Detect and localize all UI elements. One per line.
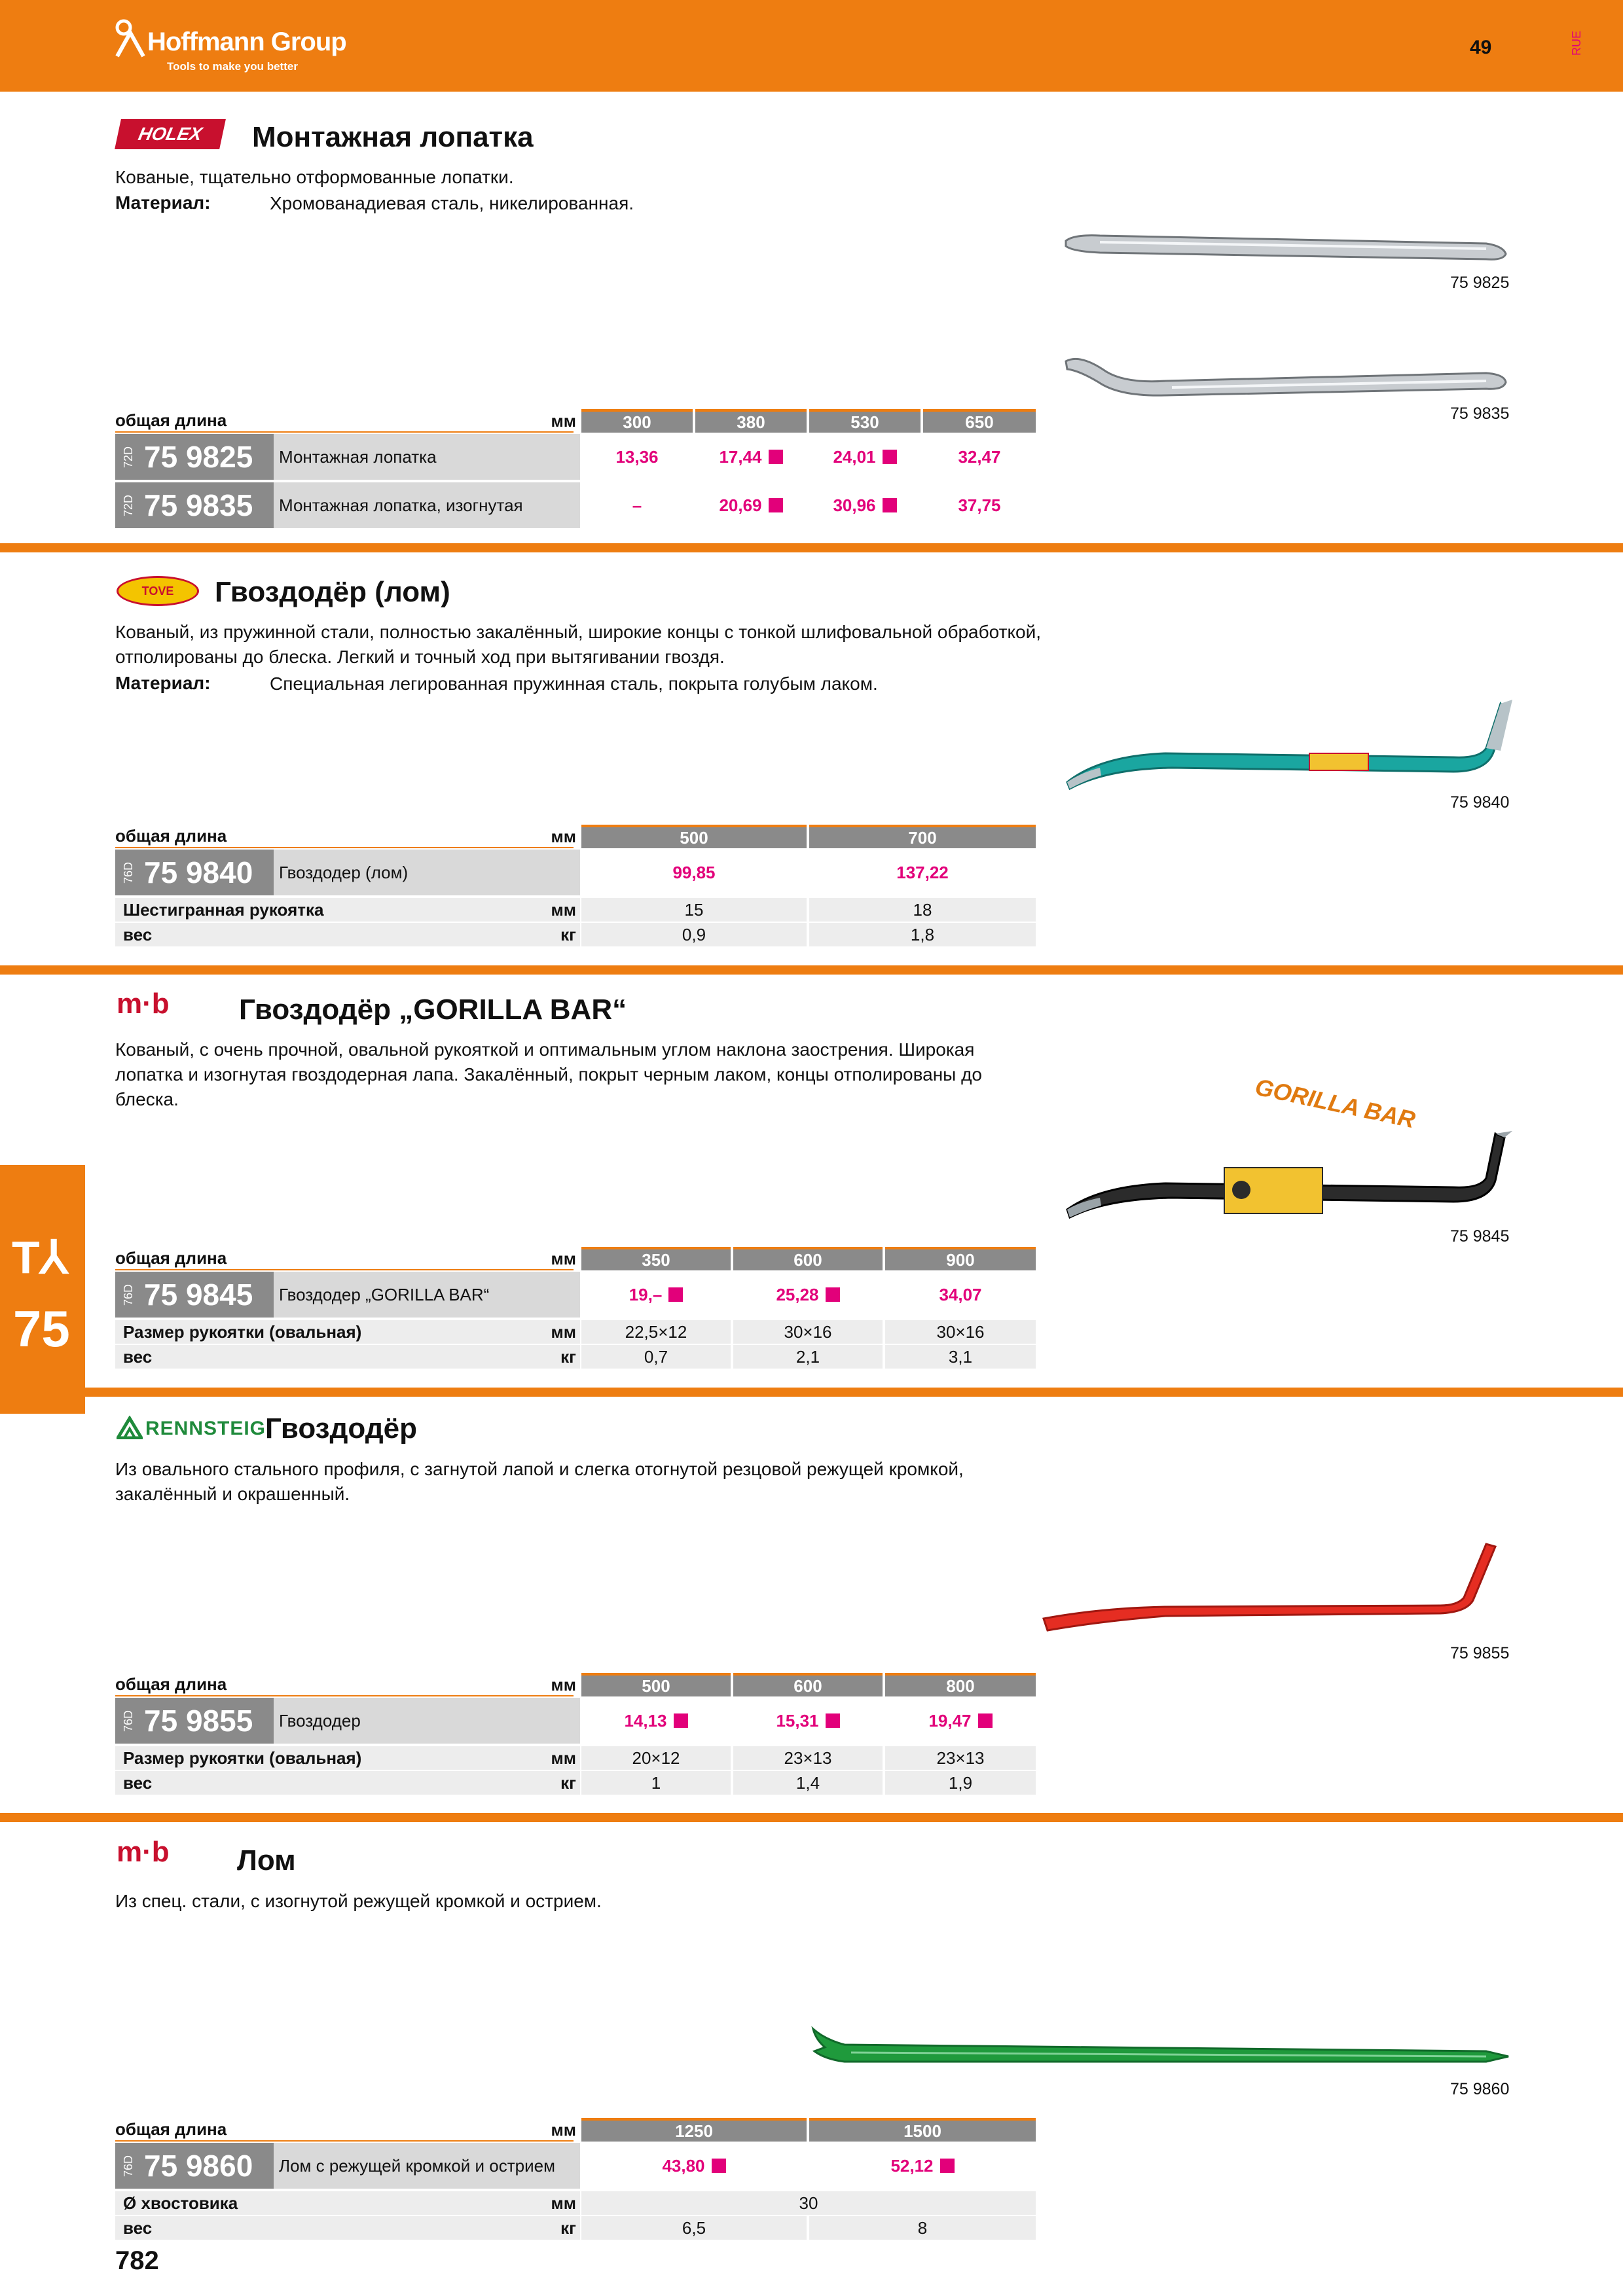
section-title: Монтажная лопатка <box>252 121 534 153</box>
article-number: 75 9860 <box>144 2149 253 2183</box>
group-code: 72D <box>122 446 136 468</box>
spec-value: 23×13 <box>885 1746 1036 1770</box>
price-cell: 37,75 <box>958 495 1001 515</box>
material-value: Хромованадиевая сталь, никелированная. <box>270 193 634 213</box>
price-cell: 52,12 <box>809 2143 1036 2189</box>
product-name: Гвоздодер <box>274 1698 580 1744</box>
table-header-unit: мм <box>551 1248 576 1268</box>
net-price-marker <box>712 2159 726 2173</box>
spec-value: 15 <box>581 898 807 922</box>
product-image-tire-lever-bent <box>1061 347 1512 399</box>
image-ref: 75 9825 <box>1450 274 1510 292</box>
section-title: Гвоздодёр „GORILLA BAR“ <box>239 994 627 1026</box>
spec-value: 30×16 <box>733 1320 883 1344</box>
spec-unit: мм <box>551 1748 576 1768</box>
table-column-header: 300 <box>581 409 693 433</box>
price-cell: 20,69 <box>695 482 807 528</box>
price-cell: 19,47 <box>885 1698 1036 1744</box>
table-header-label: общая длина <box>115 2118 574 2142</box>
spec-label: Шестигранная рукоятка <box>115 898 580 922</box>
brand-logo-mob: m·b <box>117 1836 170 1868</box>
section-title: Гвоздодёр (лом) <box>215 576 450 608</box>
product-name: Монтажная лопатка <box>274 434 580 480</box>
price-cell: 19,– <box>581 1272 731 1318</box>
section-divider <box>0 543 1623 552</box>
table-column-header: 500 <box>581 825 807 848</box>
spec-value: 2,1 <box>733 1345 883 1369</box>
group-code: 72D <box>122 494 136 516</box>
section-divider <box>0 965 1623 975</box>
table-column-header: 1250 <box>581 2118 807 2142</box>
table-header-label: общая длина <box>115 409 574 433</box>
product-image-crowbar-red <box>1034 1535 1519 1640</box>
spec-value: 6,5 <box>581 2216 807 2240</box>
price-cell: 24,01 <box>809 434 921 480</box>
article-number: 75 9835 <box>144 488 253 522</box>
net-price-marker <box>674 1713 688 1728</box>
spec-label: Размер рукоятки (овальная) <box>115 1320 580 1344</box>
price-cell: 34,07 <box>939 1284 982 1304</box>
spec-value: 1,4 <box>733 1771 883 1795</box>
brand-logo-mob: m·b <box>117 988 170 1020</box>
table-column-header: 600 <box>733 1247 883 1270</box>
spec-unit: мм <box>551 1321 576 1342</box>
net-price-marker <box>826 1713 840 1728</box>
image-ref: 75 9855 <box>1450 1644 1510 1662</box>
spec-value: 3,1 <box>885 1345 1036 1369</box>
spec-value: 30 <box>581 2191 1036 2215</box>
price-cell: 137,22 <box>896 862 949 882</box>
price-cell: 32,47 <box>958 446 1001 467</box>
net-price-marker <box>883 498 897 512</box>
product-name: Гвоздодер „GORILLA BAR“ <box>274 1272 580 1318</box>
spec-unit: мм <box>551 899 576 920</box>
net-price-marker <box>826 1287 840 1302</box>
hoffmann-logo-icon <box>115 18 147 58</box>
image-ref: 75 9840 <box>1450 793 1510 812</box>
material-label: Материал: <box>115 192 211 213</box>
spec-unit: кг <box>560 1346 576 1367</box>
chapter-number: 75 <box>13 1300 70 1357</box>
table-column-header: 600 <box>733 1673 883 1696</box>
net-price-marker <box>940 2159 955 2173</box>
table-column-header: 350 <box>581 1247 731 1270</box>
group-code: 76D <box>122 2155 136 2177</box>
pliers-icon: T⅄ <box>12 1232 68 1283</box>
group-code: 76D <box>122 861 136 884</box>
table-column-header: 900 <box>885 1247 1036 1270</box>
product-image-tire-lever <box>1061 229 1512 268</box>
price-cell: 14,13 <box>581 1698 731 1744</box>
section-title: Лом <box>237 1844 296 1876</box>
spec-label: вес <box>115 1771 580 1795</box>
table-column-header: 650 <box>923 409 1036 433</box>
spec-label: вес <box>115 923 580 946</box>
net-price-marker <box>769 450 783 464</box>
brand-tagline: Tools to make you better <box>167 60 298 73</box>
price-cell: 17,44 <box>695 434 807 480</box>
price-cell: – <box>632 495 642 515</box>
table-header-unit: мм <box>551 826 576 846</box>
rennsteig-logo-icon <box>117 1416 143 1439</box>
spec-value: 30×16 <box>885 1320 1036 1344</box>
product-image-crowbar-green <box>805 2022 1519 2075</box>
spec-label: Размер рукоятки (овальная) <box>115 1746 580 1770</box>
article-number: 75 9845 <box>144 1278 253 1312</box>
price-cell: 99,85 <box>672 862 716 882</box>
product-image-crowbar-blue <box>1061 691 1519 795</box>
net-price-marker <box>769 498 783 512</box>
table-header-unit: мм <box>551 2119 576 2140</box>
gorilla-bar-logo: GORILLA BAR <box>1252 1073 1418 1134</box>
table-header-label: общая длина <box>115 1247 574 1270</box>
section-description: Из овального стального профиля, с загнутой лапой и слегка отогнутой резцовой режущей кромкой, закалённый и окрашенный. <box>115 1459 964 1504</box>
section-title: Гвоздодёр <box>265 1412 417 1444</box>
table-column-header: 1500 <box>809 2118 1036 2142</box>
price-cell: 13,36 <box>615 446 659 467</box>
product-name: Монтажная лопатка, изогнутая <box>274 482 580 528</box>
image-ref: 75 9845 <box>1450 1227 1510 1246</box>
section-description: Кованый, из пружинной стали, полностью закалённый, широкие концы с тонкой шлифовальной обработкой, отполированы до блеска. Легкий и точный ход при вытягивании гвоздя. <box>115 622 1041 667</box>
spec-unit: кг <box>560 924 576 944</box>
product-image-gorilla-bar <box>1061 1126 1519 1230</box>
material-value: Специальная легированная пружинная сталь, покрыта голубым лаком. <box>270 673 878 694</box>
spec-value: 0,7 <box>581 1345 731 1369</box>
price-cell: 43,80 <box>581 2143 807 2189</box>
price-cell: 25,28 <box>733 1272 883 1318</box>
table-column-header: 380 <box>695 409 807 433</box>
table-header-label: общая длина <box>115 825 574 848</box>
spec-value: 1,8 <box>809 923 1036 946</box>
spec-label: Ø хвостовика <box>115 2191 580 2215</box>
spec-value: 1,9 <box>885 1771 1036 1795</box>
article-number: 75 9825 <box>144 440 253 474</box>
chapter-tab <box>0 1165 85 1414</box>
price-cell: 15,31 <box>733 1698 883 1744</box>
spec-label: вес <box>115 2216 580 2240</box>
brand-logo-holex: HOLEX <box>115 119 226 149</box>
spec-value: 0,9 <box>581 923 807 946</box>
section-divider <box>0 1813 1623 1822</box>
image-ref: 75 9835 <box>1450 404 1510 423</box>
spec-unit: кг <box>560 2217 576 2238</box>
spec-value: 23×13 <box>733 1746 883 1770</box>
table-header-unit: мм <box>551 1674 576 1695</box>
spec-unit: кг <box>560 1772 576 1793</box>
group-code: 76D <box>122 1710 136 1732</box>
brand-name: Hoffmann Group <box>147 27 346 56</box>
section-description: Кованые, тщательно отформованные лопатки. <box>115 167 514 187</box>
table-column-header: 700 <box>809 825 1036 848</box>
net-price-marker <box>883 450 897 464</box>
spec-value: 20×12 <box>581 1746 731 1770</box>
brand-logo-tove: TOVE <box>117 576 199 606</box>
table-header-unit: мм <box>551 410 576 431</box>
brand-logo-rennsteig: RENNSTEIG <box>145 1418 266 1439</box>
material-label: Материал: <box>115 673 211 693</box>
article-number: 75 9840 <box>144 855 253 889</box>
net-price-marker <box>978 1713 993 1728</box>
group-code: 76D <box>122 1283 136 1306</box>
page-number-bottom: 782 <box>115 2246 159 2275</box>
image-ref: 75 9860 <box>1450 2080 1510 2098</box>
table-column-header: 530 <box>809 409 921 433</box>
spec-label: вес <box>115 1345 580 1369</box>
net-price-marker <box>668 1287 683 1302</box>
spec-value: 8 <box>809 2216 1036 2240</box>
product-name: Гвоздодер (лом) <box>274 850 580 895</box>
section-description: Кованый, с очень прочной, овальной рукояткой и оптимальным углом наклона заострения. Широкая лопатка и изогнутая гвоздодерная лапа. Закалённый, покрыт черным лаком, концы отполированы до блеска. <box>115 1039 982 1109</box>
spec-value: 22,5×12 <box>581 1320 731 1344</box>
spec-value: 1 <box>581 1771 731 1795</box>
table-column-header: 800 <box>885 1673 1036 1696</box>
table-column-header: 500 <box>581 1673 731 1696</box>
product-name: Лом с режущей кромкой и острием <box>274 2143 580 2189</box>
section-divider <box>0 1388 1623 1397</box>
price-cell: 30,96 <box>809 482 921 528</box>
section-description: Из спец. стали, с изогнутой режущей кромкой и острием. <box>115 1891 602 1911</box>
spec-value: 18 <box>809 898 1036 922</box>
article-number: 75 9855 <box>144 1704 253 1738</box>
page-number-top: 49 <box>1470 37 1492 58</box>
chapter-tab-edge <box>85 1165 105 1414</box>
table-header-label: общая длина <box>115 1673 574 1696</box>
edition-code: RUE <box>1570 30 1583 56</box>
spec-unit: мм <box>551 2193 576 2213</box>
